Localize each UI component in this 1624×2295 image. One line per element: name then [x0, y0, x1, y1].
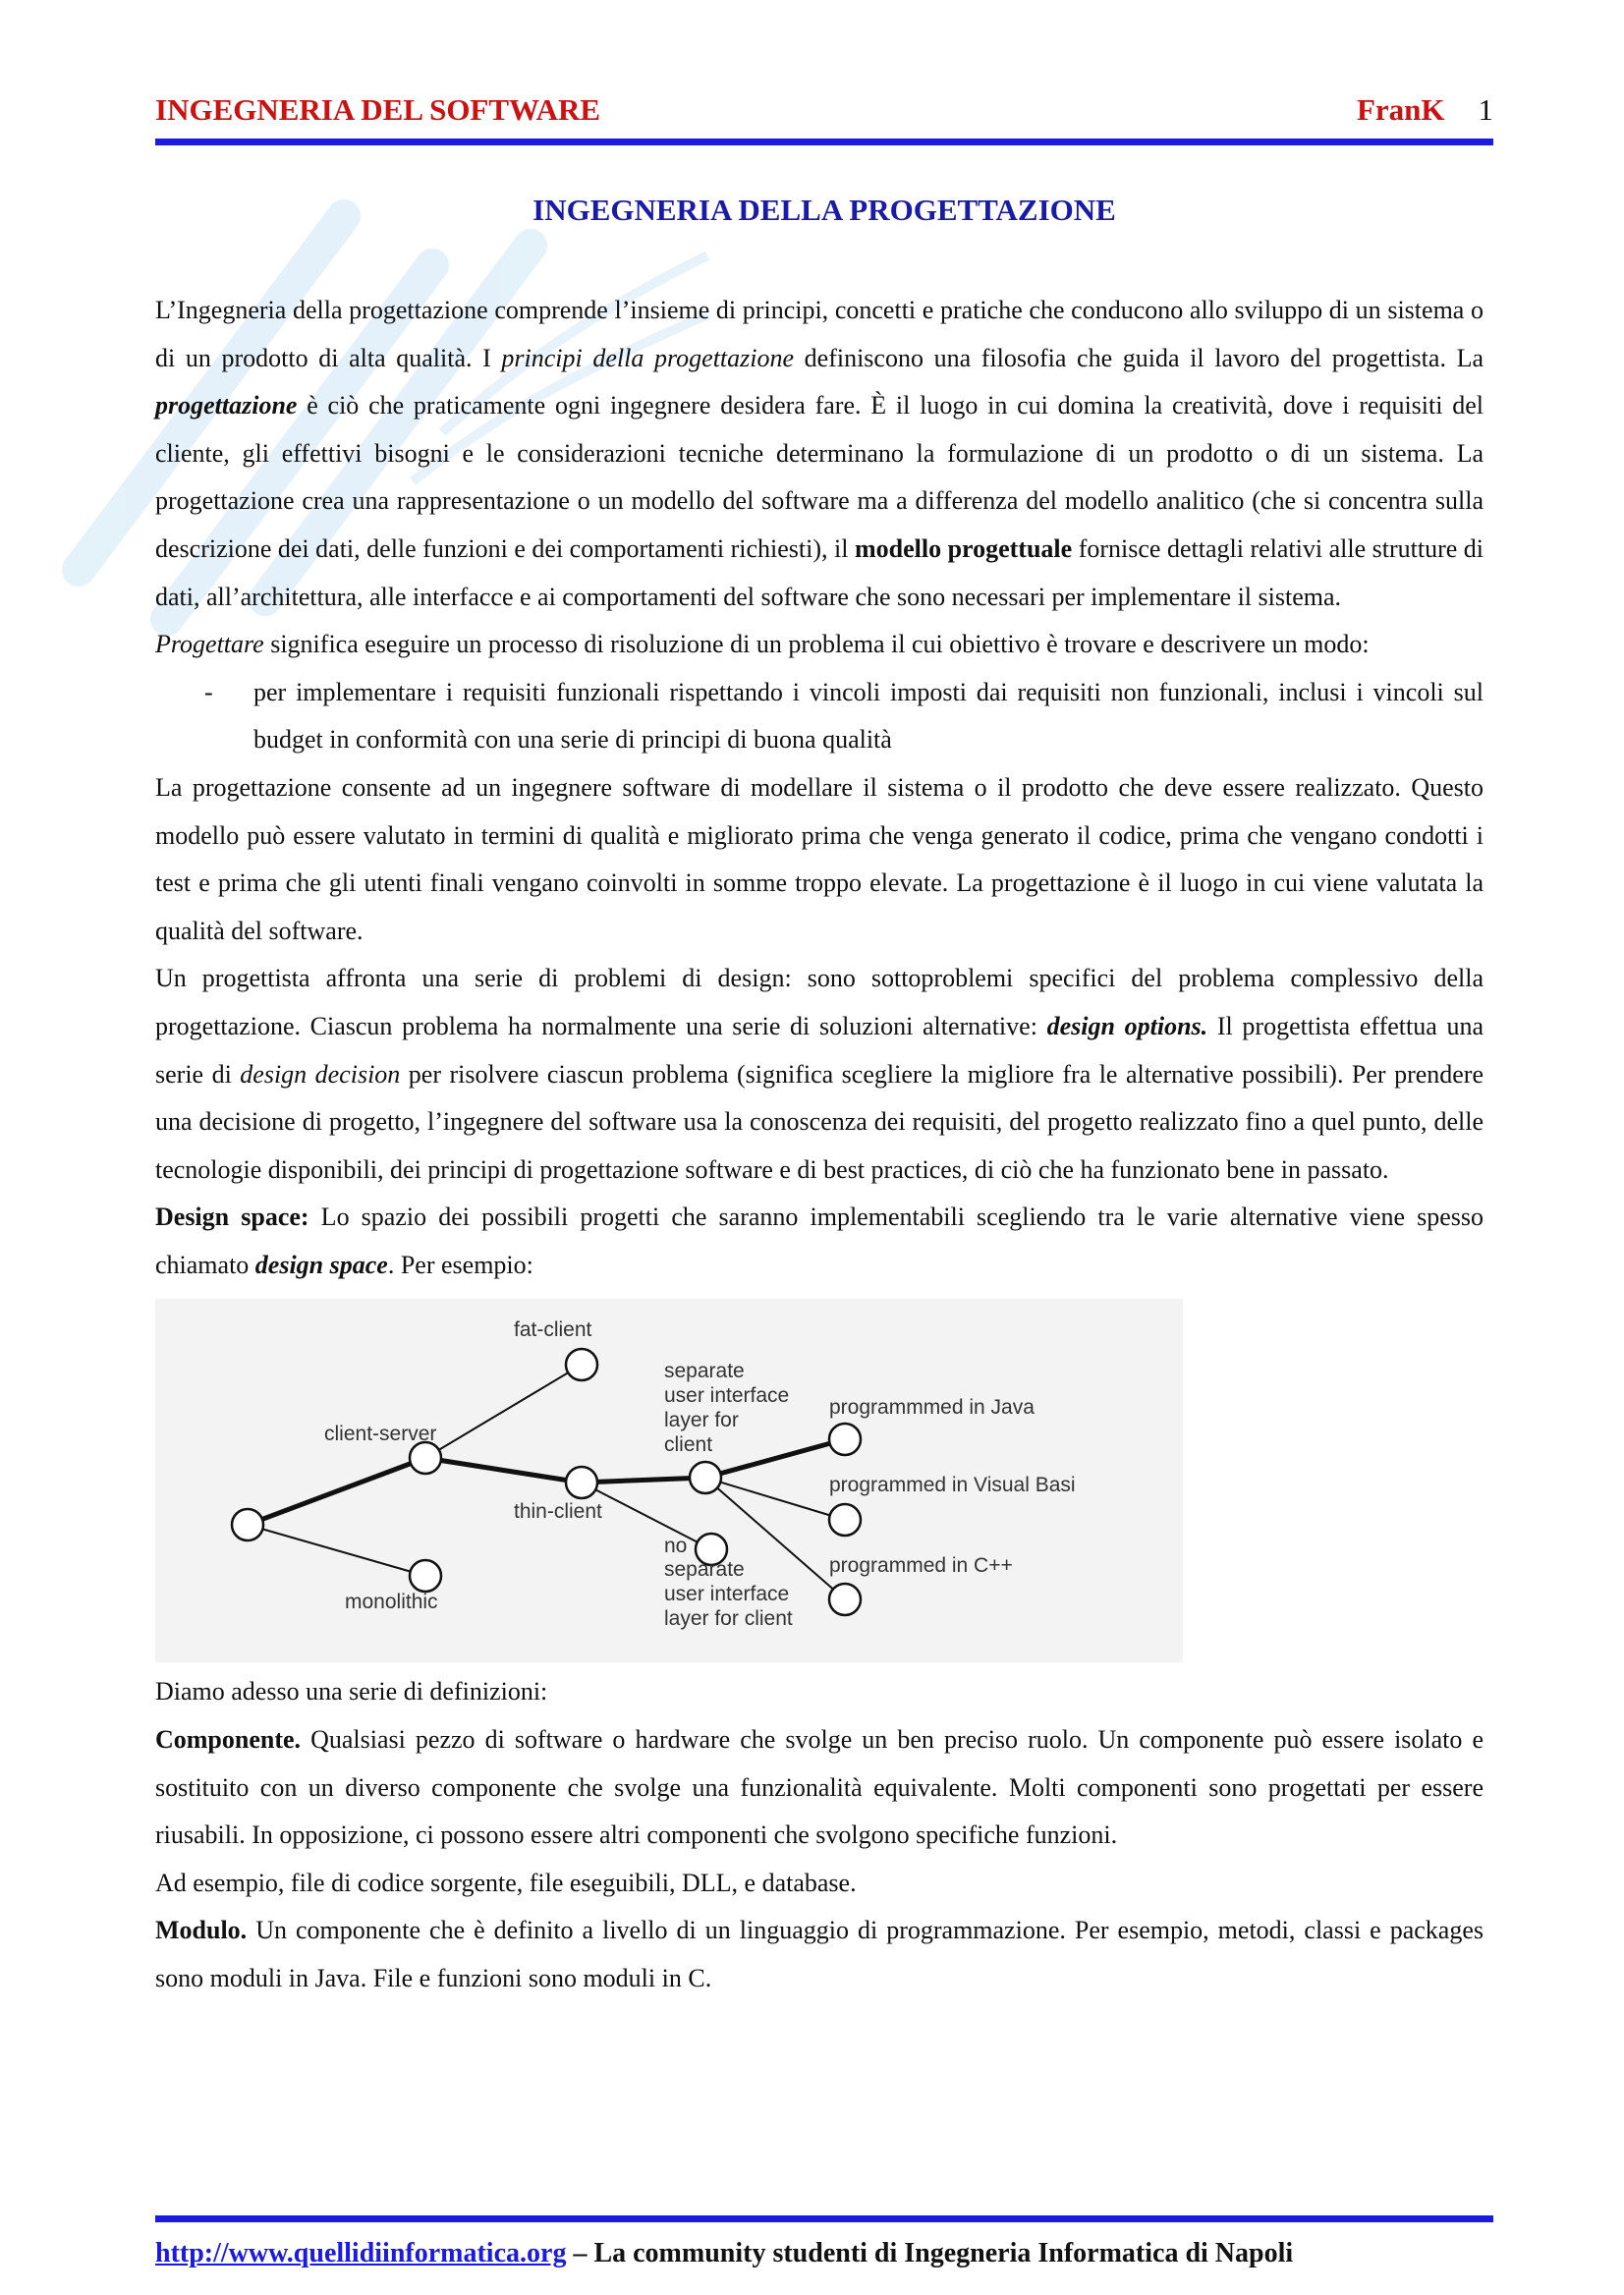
footer-link[interactable]: http://www.quellidiinformatica.org	[155, 2238, 567, 2268]
course-title: INGEGNERIA DEL SOFTWARE	[155, 92, 601, 127]
author-name: FranK	[1356, 92, 1445, 127]
label-monolithic: monolithic	[345, 1591, 438, 1614]
label-cpp: programmed in C++	[829, 1554, 1013, 1578]
design-text: Un progettista affronta una serie di problemi di design: sono sottoproblemi specifici del problema complessivo della progettazione. Ciascun problema ha normalmente una serie di soluzioni alternative:	[155, 964, 1484, 1040]
node-separate-ui	[690, 1462, 721, 1493]
progettare-text: significa eseguire un processo di risoluzione di un problema il cui obiettivo è trovare e descrivere un modo:	[263, 630, 1370, 659]
design-decision-term: design decision	[240, 1059, 401, 1089]
label-no-separate-4: layer for client	[664, 1607, 793, 1631]
main-content	[155, 287, 1484, 2003]
footer-text: – La community studenti di Ingegneria Informatica di Napoli	[566, 2238, 1294, 2268]
modulo-label: Modulo.	[155, 1916, 248, 1945]
modulo-text: Un componente che è definito a livello di un linguaggio di programmazione. Per esempio, metodi, classi e packages sono moduli in Java. File e funzioni sono moduli in C.	[155, 1916, 1484, 1993]
label-no-separate-2: separate	[664, 1558, 745, 1582]
design-paragraph	[155, 955, 1484, 1194]
intro-emphasis: principi della progettazione	[501, 343, 795, 372]
label-visual-basic: programmed in Visual Basi	[829, 1474, 1076, 1497]
node-monolithic	[410, 1560, 441, 1592]
footer-rule	[155, 2215, 1493, 2222]
intro-paragraph	[155, 287, 1484, 621]
node-fat-client	[566, 1349, 597, 1380]
list-item	[155, 669, 1484, 764]
intro-strong: modello progettuale	[854, 533, 1073, 563]
intro-text: definiscono una filosofia che guida il lavoro del progettista. La	[794, 343, 1484, 372]
page-header	[155, 90, 1493, 138]
progettare-paragraph	[155, 621, 1484, 669]
design-space-paragraph	[155, 1194, 1484, 1289]
intro-text: L’Ingegneria della progettazione comprende l’insieme di principi, concetti e pratiche che conducono allo sviluppo di un sistema o di un prodotto di alta qualità. I	[155, 296, 1484, 372]
design-space-term: design space	[254, 1250, 388, 1279]
section-title: INGEGNERIA DELLA PROGETTAZIONE	[532, 193, 1116, 227]
intro-text: è ciò che praticamente ogni ingegnere desidera fare. È il luogo in cui domina la creatività, dove i requisiti del cliente, gli effettivi bisogni e le considerazioni tecniche determinano la formulazione di un prodotto o di un sistema. La progettazione crea una rappresentazione o un modello del software ma a differenza del modello analitico (che si concentra sulla descrizione dei dati, delle funzioni e dei comportamenti richiesti), il	[155, 391, 1484, 563]
node-visual-basic	[829, 1504, 861, 1536]
componente-paragraph	[155, 1716, 1484, 1860]
label-separate-ui-2: user interface	[664, 1384, 790, 1408]
modellare-paragraph: La progettazione consente ad un ingegnere software di modellare il sistema o il prodotto che deve essere realizzato. Questo modello può essere valutato in termini di qualità e migliorato prima che venga generato il codice, prima che vengano condotti i test e prima che gli utenti finali vengano coinvolti in somme troppo elevate. La progettazione è il luogo in cui viene valutata la qualità del software.	[155, 772, 1484, 945]
esempio-paragraph: Ad esempio, file di codice sorgente, file eseguibili, DLL, e database.	[155, 1868, 857, 1897]
componente-label: Componente.	[155, 1725, 302, 1755]
bullet-dash: -	[204, 677, 213, 706]
label-no-separate-1: no	[664, 1535, 688, 1558]
label-java: programmmed in Java	[829, 1396, 1035, 1420]
design-text: per risolvere ciascun problema (significa scegliere la migliore fra le alternative possibili). Per prendere una decisione di progetto, l’ingegnere del software usa la conoscenza dei requisiti, del progetto realizzato fino a quel punto, delle tecnologie disponibili, dei principi di progettazione software e di best practices, di ciò che ha funzionato bene in passato.	[155, 1059, 1484, 1184]
bullet-text: per implementare i requisiti funzionali rispettando i vincoli imposti dai requisiti non funzionali, inclusi i vincoli sul budget in conformità con una serie di principi di buona qualità	[253, 677, 1484, 755]
design-text: Il progettista effettua una serie di	[155, 1011, 1484, 1089]
label-separate-ui-3: layer for	[664, 1409, 739, 1432]
design-space-text: Lo spazio dei possibili progetti che saranno implementabili scegliendo tra le varie alternative viene spesso chiamato	[155, 1203, 1484, 1279]
page-footer	[155, 2238, 1493, 2269]
componente-text: Qualsiasi pezzo di software o hardware che svolge un ben preciso ruolo. Un componente può essere isolato e sostituito con un diverso componente che svolge una funzionalità equivalente. Molti componenti sono progettati per essere riusabili. In opposizione, ci possono essere altri componenti che svolgono specifiche funzioni.	[155, 1725, 1484, 1850]
design-options-term: design options.	[1046, 1011, 1208, 1040]
header-rule	[155, 139, 1493, 145]
intro-text: fornisce dettagli relativi alle strutture di dati, all’architettura, alle interfacce e ai comportamenti del software che sono necessari per implementare il sistema.	[155, 533, 1484, 611]
node-client-server	[410, 1442, 441, 1474]
node-root	[232, 1509, 263, 1540]
label-client-server: client-server	[324, 1423, 437, 1446]
node-thin-client	[566, 1467, 597, 1498]
label-thin-client: thin-client	[514, 1500, 602, 1524]
node-cpp	[829, 1584, 861, 1615]
node-java	[829, 1424, 861, 1455]
modulo-paragraph	[155, 1907, 1484, 2002]
label-separate-ui-1: separate	[664, 1360, 745, 1383]
header-right	[1357, 92, 1493, 128]
design-space-text: . Per esempio:	[387, 1250, 533, 1279]
label-fat-client: fat-client	[514, 1318, 592, 1342]
definizioni-intro: Diamo adesso una serie di definizioni:	[155, 1677, 548, 1707]
design-space-label: Design space:	[155, 1203, 309, 1232]
progettare-term: Progettare	[155, 630, 264, 659]
page-number: 1	[1478, 92, 1493, 127]
design-space-diagram	[155, 1299, 1183, 1662]
intro-emphasis: progettazione	[155, 391, 298, 420]
label-no-separate-3: user interface	[664, 1583, 790, 1606]
label-separate-ui-4: client	[664, 1433, 713, 1457]
